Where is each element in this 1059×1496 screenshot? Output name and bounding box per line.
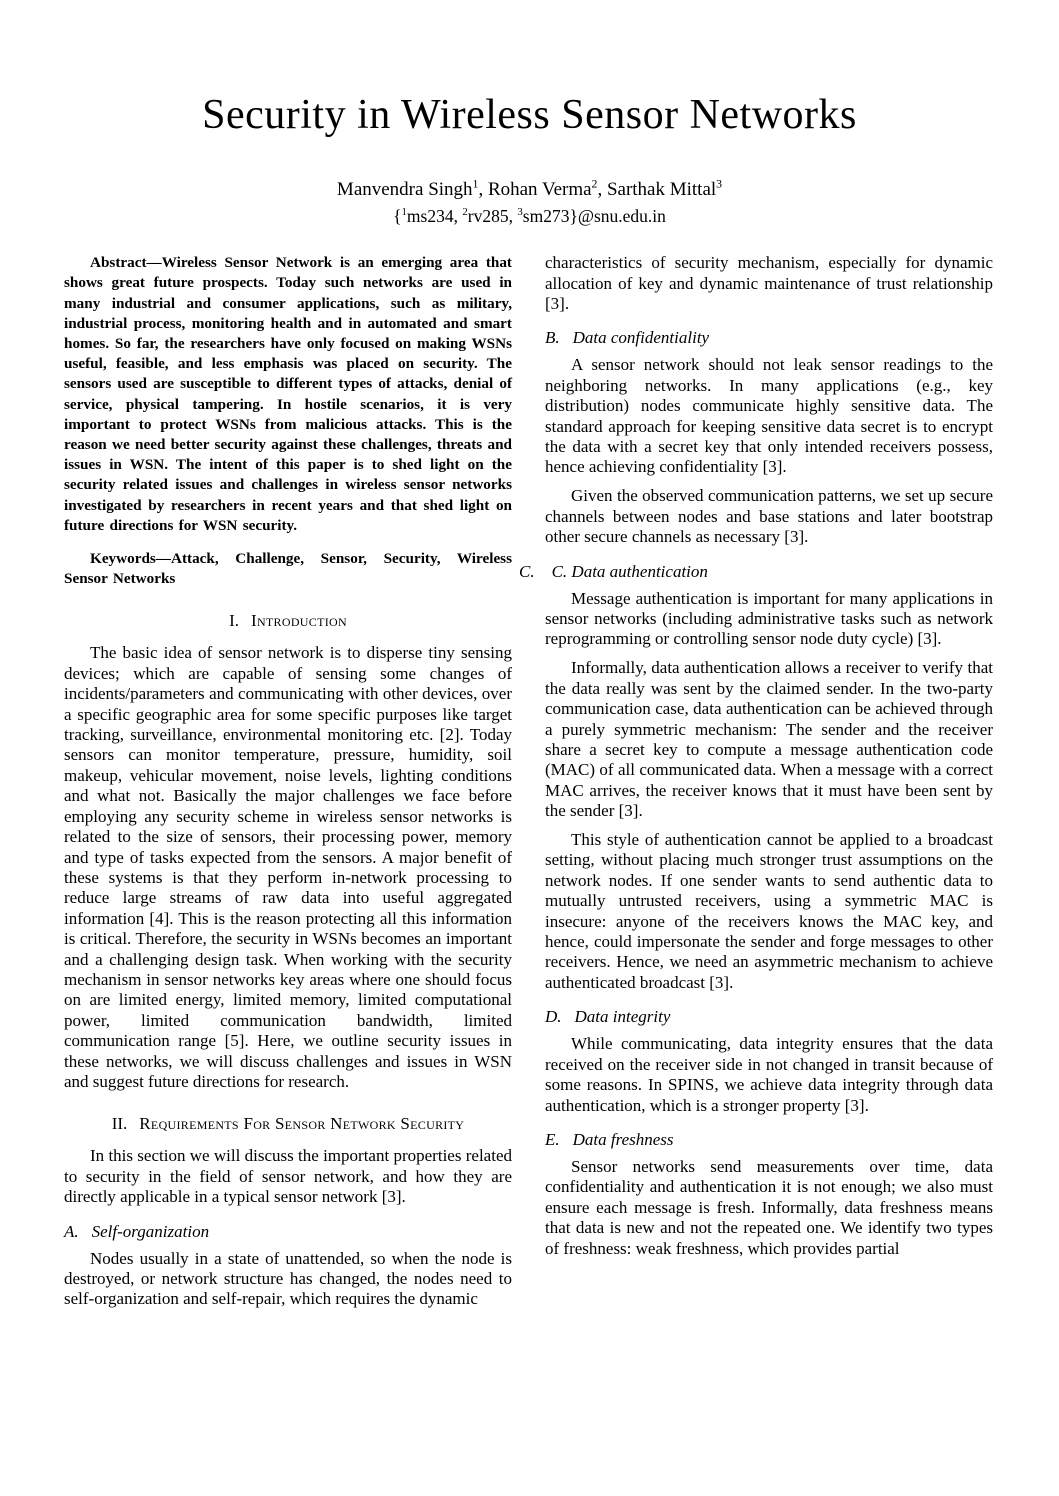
- author-separator: ,: [597, 179, 607, 201]
- email-line: [0, 204, 1059, 228]
- subsection-title: Data confidentiality: [572, 328, 710, 348]
- section-number: II.: [111, 1114, 128, 1134]
- keywords-paragraph: [64, 549, 512, 589]
- keywords-text: Attack, Challenge, Sensor, Security, Wireless Sensor Networks: [64, 550, 512, 588]
- section-title: Introduction: [251, 611, 347, 631]
- subsection-title: Data freshness: [572, 1129, 674, 1149]
- email-part-2: rv285,: [467, 206, 518, 227]
- email-part-1: ms234,: [406, 206, 463, 227]
- keywords-label: Keywords—: [90, 550, 171, 568]
- section-heading-introduction: [64, 611, 512, 631]
- paper-title: Security in Wireless Sensor Networks: [202, 92, 857, 138]
- subsection-title: C. Data authentication: [551, 561, 708, 581]
- subsection-heading-data-integrity: [545, 1007, 993, 1027]
- email-domain: }@snu.edu.in: [569, 206, 666, 227]
- author-3-name: Sarthak Mittal: [606, 179, 717, 201]
- subsection-label: A.: [64, 1221, 79, 1241]
- author-2: [488, 179, 607, 200]
- right-column: [519, 253, 993, 1318]
- author-1: [337, 179, 488, 200]
- introduction-paragraph: The basic idea of sensor network is to disperse tiny sensing devices; which are capable of sensing some changes of incidents/parameters and communicating with other devices, over a specific geographic area for some specific purposes like target tracking, surveillance, environmental monitoring etc. [2]. Today sensors can monitor temperature, pressure, humidity, soil makeup, vehicular movement, noise levels, lighting conditions and what not. Basically the major challenges we face before employing any security scheme in wireless sensor networks is related to the size of sensors, their processing power, memory and type of tasks expected from the sensors. A major benefit of these systems is that they perform in-network processing to reduce large streams of raw data into useful aggregated information [4]. This is the reason protecting all this information is critical. Therefore, the security in WSNs becomes an important and a challenging design task. When working with the security mechanism in sensor networks key areas where one should focus on are limited energy, limited memory, limited computational power, limited communication bandwidth, limited communication range [5]. Here, we outline security issues in these networks, we will discuss challenges and issues in WSN and suggest future directions for research.: [64, 643, 512, 1091]
- abstract-label: Abstract—: [90, 254, 162, 272]
- self-organization-paragraph: Nodes usually in a state of unattended, so when the node is destroyed, or network structure has changed, the nodes need to self-organization and self-repair, which requires the dynamic: [64, 1248, 512, 1309]
- subsection-outer-label: C.: [519, 561, 535, 581]
- author-3-affiliation-sup: 3: [716, 177, 723, 191]
- data-freshness-paragraph: Sensor networks send measurements over time, data confidentiality and authentication it is not enough; we also must ensure each message is fresh. Informally, data freshness means that data is new and not the repeated one. We identify two types of freshness: weak freshness, which provides partial: [545, 1156, 993, 1258]
- author-2-affiliation-sup: 2: [591, 177, 598, 191]
- email-sup-2: 2: [462, 206, 468, 219]
- author-3: [607, 179, 722, 200]
- author-separator: ,: [478, 179, 488, 201]
- authors-line: [0, 178, 1059, 202]
- section-heading-requirements: [64, 1114, 512, 1134]
- email-open-brace: {: [393, 206, 402, 227]
- author-1-affiliation-sup: 1: [472, 177, 479, 191]
- data-authentication-paragraph-2: Informally, data authentication allows a receiver to verify that the data really was sent by the claimed sender. In the two-party communication case, data authentication can be achieved through a purely symmetric mechanism: The sender and the receiver share a secret key to compute a message authentication code (MAC) of all communicated data. When a message with a correct MAC arrives, the receiver knows that it must have been sent by the sender [3].: [545, 658, 993, 821]
- subsection-heading-data-freshness: [545, 1130, 993, 1150]
- subsection-label: D.: [545, 1007, 562, 1027]
- abstract-text: Wireless Sensor Network is an emerging area that shows great future prospects. Today such networks are used in many industrial and consumer applications, such as military, industrial process, monitoring health and in automated and smart homes. So far, the researchers have only focused on making WSNs useful, feasible, and less emphasis was placed on security. The sensors used are susceptible to different types of attacks, denial of service, physical tampering. In hostile scenarios, it is very important to protect WSNs from malicious attacks. This is the reason we need better security against these challenges, threats and issues in WSN. The intent of this paper is to shed light on the security related issues and challenges in wireless sensor networks investigated by researchers in recent years and that shed light on future directions for WSN security.: [64, 254, 512, 534]
- author-2-name: Rohan Verma: [487, 179, 592, 201]
- data-authentication-paragraph-1: Message authentication is important for many applications in sensor networks (including administrative tasks such as network reprogramming or controlling sensor node duty cycle) [3].: [545, 588, 993, 649]
- author-1-name: Manvendra Singh: [336, 179, 473, 201]
- email-part-3: sm273: [522, 206, 570, 227]
- data-authentication-paragraph-3: This style of authentication cannot be applied to a broadcast setting, without placing much stronger trust assumptions on the network nodes. If one sender wants to send authentic data to mutually untrusted receivers, using a symmetric MAC is insecure: anyone of the receivers knows the MAC key, and hence, could impersonate the sender and forge messages to other receivers. Hence, we need an asymmetric mechanism to achieve authenticated broadcast [3].: [545, 830, 993, 992]
- left-column: [64, 253, 512, 1318]
- subsection-title: Data integrity: [574, 1007, 671, 1027]
- email-sup-1: 1: [401, 206, 407, 219]
- data-confidentiality-paragraph-2: Given the observed communication patterns, we set up secure channels between nodes and base stations and later bootstrap other secure channels as necessary [3].: [545, 486, 993, 547]
- continuation-paragraph: characteristics of security mechanism, especially for dynamic allocation of key and dynamic maintenance of trust relationship [3].: [545, 253, 993, 313]
- subsection-title: Self-organization: [91, 1221, 210, 1241]
- abstract-paragraph: [64, 253, 512, 536]
- subsection-heading-data-authentication: [519, 562, 993, 582]
- subsection-label: B.: [545, 328, 560, 348]
- data-confidentiality-paragraph-1: A sensor network should not leak sensor readings to the neighboring networks. In many applications (e.g., key distribution) nodes communicate highly sensitive data. The standard approach for keeping sensitive data secret is to encrypt the data with a secret key that only intended receivers possess, hence achieving confidentiality [3].: [545, 355, 993, 477]
- data-integrity-paragraph: While communicating, data integrity ensures that the data received on the receiver side in not changed in transit because of some reasons. In SPINS, we achieve data integrity through data authentication, which is a stronger property [3].: [545, 1034, 993, 1115]
- section-title: Requirements For Sensor Network Security: [139, 1114, 465, 1134]
- requirements-intro-paragraph: In this section we will discuss the important properties related to security in the field of sensor network, and how they are directly applicable in a typical sensor network [3].: [64, 1146, 512, 1207]
- subsection-heading-data-confidentiality: [545, 328, 993, 348]
- two-column-layout: [64, 253, 993, 1318]
- email-sup-3: 3: [517, 206, 523, 219]
- subsection-heading-self-organization: [64, 1222, 512, 1242]
- subsection-label: E.: [545, 1129, 560, 1149]
- section-number: I.: [229, 611, 239, 631]
